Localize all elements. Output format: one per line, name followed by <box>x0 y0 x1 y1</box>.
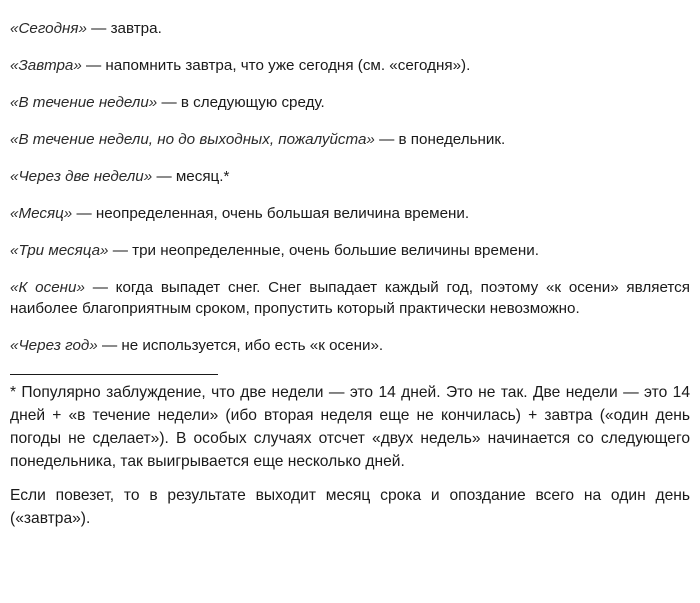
entry-term: «В течение недели» <box>10 94 158 111</box>
entry-definition: — в понедельник. <box>374 131 506 148</box>
entry-zavtra <box>10 55 690 76</box>
entry-definition: — не используется, ибо есть «к осени». <box>97 337 384 354</box>
entry-cherez-god <box>10 335 690 356</box>
entry-v-techenie-nedeli <box>10 92 690 113</box>
entry-term: «Через две недели» <box>10 168 153 185</box>
entry-cherez-dve-nedeli <box>10 166 690 187</box>
entry-definition: — завтра. <box>86 20 162 37</box>
entry-tri-mesyatsa <box>10 240 690 261</box>
entry-term: «К осени» <box>10 279 85 296</box>
entry-term: «Сегодня» <box>10 20 87 37</box>
footnote-divider <box>10 374 218 375</box>
entry-do-vyhodnyh <box>10 129 690 150</box>
entry-mesyats <box>10 203 690 224</box>
entry-definition: — месяц.* <box>152 168 230 185</box>
entry-term: «Месяц» <box>10 205 73 222</box>
entry-k-oseni <box>10 277 690 319</box>
entry-definition: — в следующую среду. <box>157 94 325 111</box>
entry-term: «Три месяца» <box>10 242 109 259</box>
entry-definition: — напомнить завтра, что уже сегодня (см. «сегодня»). <box>81 57 471 74</box>
entry-segodnya <box>10 18 690 39</box>
entry-term: «Через год» <box>10 337 98 354</box>
entry-term: «В течение недели, но до выходных, пожалуйста» <box>10 131 375 148</box>
closing-text: Если повезет, то в результате выходит месяц срока и опоздание всего на один день («завтра»). <box>10 487 690 527</box>
footnote-text: * Популярно заблуждение, что две недели — это 14 дней. Это не так. Две недели — это 14 дней + «в течение недели» (ибо вторая неделя еще не кончилась) + завтра («один день погоды не сделает»). В особых случаях отсчет «двух недель» начинается со следующего понедельника, так выигрывается еще несколько дней. <box>10 384 690 470</box>
entry-definition: — неопределенная, очень большая величина времени. <box>72 205 470 222</box>
entry-definition: — когда выпадет снег. Снег выпадает каждый год, поэтому «к осени» является наиболее благоприятным сроком, пропустить который практически невозможно. <box>10 279 690 317</box>
entry-definition: — три неопределенные, очень большие величины времени. <box>108 242 539 259</box>
entry-term: «Завтра» <box>10 57 82 74</box>
